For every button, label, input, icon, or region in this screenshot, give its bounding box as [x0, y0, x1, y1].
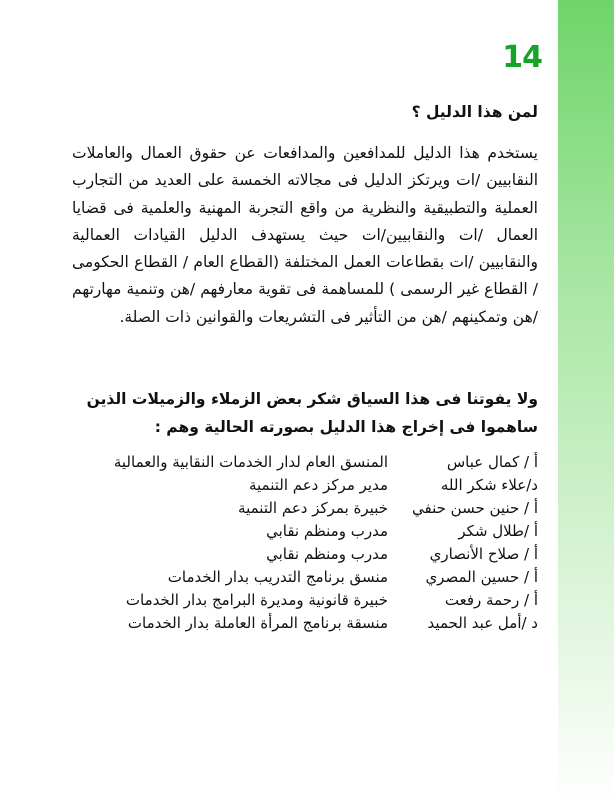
contributor-role: المنسق العام لدار الخدمات النقابية والعمالية [113, 453, 388, 472]
contributor-name: أ / حنين حسن حنفي [412, 499, 538, 518]
contributor-name: د/علاء شكر الله [440, 476, 538, 495]
contributor-name: أ / كمال عباس [446, 453, 538, 472]
page-content [72, 100, 538, 635]
contributor-role: منسقة برنامج المرأة العاملة بدار الخدمات [127, 614, 388, 633]
contributor-role: منسق برنامج التدريب بدار الخدمات [167, 568, 388, 587]
contributor-row [72, 612, 538, 635]
decorative-side-bar [558, 0, 614, 806]
contributor-name: أ / حسين المصري [425, 568, 538, 587]
contributor-name: أ / رحمة رفعت [444, 591, 538, 610]
contributors-list [72, 451, 538, 635]
contributor-role: مدرب ومنظم نقابي [266, 522, 388, 541]
contributor-name: د /أمل عبد الحميد [427, 614, 538, 633]
contributor-role: مدرب ومنظم نقابي [266, 545, 388, 564]
contributor-name: أ / صلاح الأنصاري [429, 545, 538, 564]
contributor-role: مدير مركز دعم التنمية [248, 476, 388, 495]
page-number: 14 [502, 40, 542, 75]
contributor-role: خبيرة بمركز دعم التنمية [238, 499, 388, 518]
contributor-name: أ /طلال شكر [458, 522, 538, 541]
contributor-row [72, 520, 538, 543]
section-heading: لمن هذا الدليل ؟ [411, 103, 538, 121]
intro-paragraph: يستخدم هذا الدليل للمدافعين والمدافعات عن حقوق العمال والعاملات النقابيين /ات ويرتكز الدليل فى مجالاته الخمسة على العديد من التجارب العملية والتطبيقية والنظرية من واقع التجربة المهنية والعلمية فى قضايا العمال /ات والنقابيين/ات حيث يستهدف الدليل القيادات العمالية والنقابيين /ات بقطاعات العمل المختلفة (القطاع العام / القطاع الحكومى / القطاع غير الرسمى ) للمساهمة فى تقوية معارفهم /هن وتنمية مهارتهم /هن وتمكينهم /هن من التأثير فى التشريعات والقوانين ذات الصلة. [72, 144, 538, 326]
contributor-row [72, 589, 538, 612]
contributor-role: خبيرة قانونية ومديرة البرامج بدار الخدمات [125, 591, 388, 610]
contributor-row [72, 474, 538, 497]
acknowledgement-heading: ولا يفوتنا فى هذا السياق شكر بعض الزملاء والزميلات الذين ساهموا فى إخراج هذا الدليل بصورته الحالية وهم : [86, 390, 538, 437]
contributor-row [72, 566, 538, 589]
contributor-row [72, 451, 538, 474]
contributor-row [72, 543, 538, 566]
contributor-row [72, 497, 538, 520]
